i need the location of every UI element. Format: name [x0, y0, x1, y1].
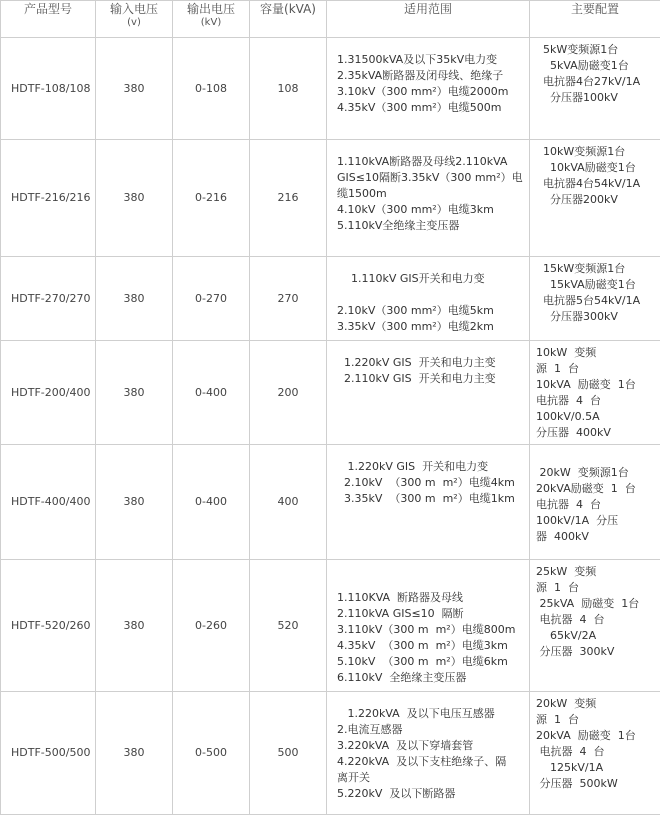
scope-line: 1.110kVA断路器及母线2.110kVA: [337, 154, 525, 170]
table-row: [1, 445, 660, 560]
scope-line: GIS≤10隔断3.35kV（300 mm²）电: [337, 170, 525, 186]
config-line: 5kVA励磁变1台: [536, 58, 656, 74]
scope-line: 2.电流互感器: [337, 722, 525, 738]
capacity-cell: 200: [250, 341, 327, 445]
scope-line: 3.220kVA 及以下穿墙套管: [337, 738, 525, 754]
config-line: 分压器300kV: [536, 309, 656, 325]
table-row: [1, 257, 660, 341]
capacity-cell: 400: [250, 445, 327, 560]
config-line: 分压器 300kV: [536, 644, 656, 660]
scope-cell: [327, 257, 530, 341]
config-line: 源 1 台: [536, 712, 656, 728]
scope-cell: [327, 140, 530, 257]
config-cell: [530, 38, 660, 140]
scope-line: 1.110kV GIS开关和电力变: [337, 271, 525, 287]
output-voltage-cell: 0-216: [173, 140, 250, 257]
config-line: 10kW变频源1台: [536, 144, 656, 160]
scope-line: 5.10kV （300 m m²）电缆6km: [337, 654, 525, 670]
scope-line: [337, 287, 525, 303]
header-config: 主要配置: [530, 1, 660, 38]
config-line: 分压器200kV: [536, 192, 656, 208]
model-cell: HDTF-108/108: [1, 38, 96, 140]
config-line: 100kV/1A 分压: [536, 513, 656, 529]
scope-line: 1.31500kVA及以下35kV电力变: [337, 52, 525, 68]
config-line: 20kW 变频: [536, 696, 656, 712]
table-row: [1, 692, 660, 815]
scope-line: 1.220kV GIS 开关和电力主变: [337, 355, 525, 371]
config-cell: [530, 692, 660, 815]
capacity-cell: 216: [250, 140, 327, 257]
scope-cell: [327, 445, 530, 560]
input-voltage-cell: 380: [96, 257, 173, 341]
input-voltage-cell: 380: [96, 692, 173, 815]
scope-cell: [327, 38, 530, 140]
table-row: [1, 560, 660, 692]
config-line: 电抗器4台27kV/1A: [536, 74, 656, 90]
config-line: 10kVA励磁变1台: [536, 160, 656, 176]
scope-line: 2.10kV （300 m m²）电缆4km: [337, 475, 525, 491]
config-line: 10kW 变频: [536, 345, 656, 361]
model-cell: HDTF-216/216: [1, 140, 96, 257]
config-line: [536, 449, 656, 465]
scope-line: 4.10kV（300 mm²）电缆3km: [337, 202, 525, 218]
input-voltage-cell: 380: [96, 445, 173, 560]
header-capacity: 容量(kVA): [250, 1, 327, 38]
config-line: 20kW 变频源1台: [536, 465, 656, 481]
scope-line: 2.10kV（300 mm²）电缆5km: [337, 303, 525, 319]
scope-line: 5.220kV 及以下断路器: [337, 786, 525, 802]
config-line: 电抗器 4 台: [536, 393, 656, 409]
config-line: 分压器 500kW: [536, 776, 656, 792]
config-line: 25kVA 励磁变 1台: [536, 596, 656, 612]
scope-line: 2.110kV GIS 开关和电力主变: [337, 371, 525, 387]
config-cell: [530, 257, 660, 341]
scope-line: 1.220kV GIS 开关和电力变: [337, 459, 525, 475]
config-line: 5kW变频源1台: [536, 42, 656, 58]
config-cell: [530, 341, 660, 445]
output-voltage-cell: 0-400: [173, 341, 250, 445]
capacity-cell: 270: [250, 257, 327, 341]
output-voltage-cell: 0-260: [173, 560, 250, 692]
scope-line: [337, 574, 525, 590]
config-line: 25kW 变频: [536, 564, 656, 580]
table-row: [1, 38, 660, 140]
output-voltage-cell: 0-108: [173, 38, 250, 140]
table-row: [1, 341, 660, 445]
scope-line: 3.35kV（300 mm²）电缆2km: [337, 319, 525, 335]
config-line: 65kV/2A: [536, 628, 656, 644]
scope-cell: [327, 341, 530, 445]
output-voltage-cell: 0-270: [173, 257, 250, 341]
scope-line: 1.110KVA 断路器及母线: [337, 590, 525, 606]
header-scope: 适用范围: [327, 1, 530, 38]
model-cell: HDTF-200/400: [1, 341, 96, 445]
scope-line: 3.10kV（300 mm²）电缆2000m: [337, 84, 525, 100]
capacity-cell: 520: [250, 560, 327, 692]
scope-line: 缆1500m: [337, 186, 525, 202]
header-model: 产品型号: [1, 1, 96, 38]
config-line: 分压器 400kV: [536, 425, 656, 441]
model-cell: HDTF-400/400: [1, 445, 96, 560]
scope-line: 3.110kV（300 m m²）电缆800m: [337, 622, 525, 638]
config-line: 分压器100kV: [536, 90, 656, 106]
scope-line: 1.220kVA 及以下电压互感器: [337, 706, 525, 722]
input-voltage-cell: 380: [96, 560, 173, 692]
model-cell: HDTF-500/500: [1, 692, 96, 815]
model-cell: HDTF-520/260: [1, 560, 96, 692]
model-cell: HDTF-270/270: [1, 257, 96, 341]
config-line: 电抗器4台54kV/1A: [536, 176, 656, 192]
config-line: 125kV/1A: [536, 760, 656, 776]
config-line: 电抗器5台54kV/1A: [536, 293, 656, 309]
config-cell: [530, 445, 660, 560]
scope-cell: [327, 560, 530, 692]
input-voltage-cell: 380: [96, 140, 173, 257]
config-line: 20kVA励磁变 1 台: [536, 481, 656, 497]
config-line: 电抗器 4 台: [536, 497, 656, 513]
config-cell: [530, 140, 660, 257]
scope-line: 3.35kV （300 m m²）电缆1km: [337, 491, 525, 507]
config-line: 20kVA 励磁变 1台: [536, 728, 656, 744]
config-line: 电抗器 4 台: [536, 744, 656, 760]
config-line: 15kVA励磁变1台: [536, 277, 656, 293]
output-voltage-cell: 0-400: [173, 445, 250, 560]
header-output-voltage: 输出电压 (kV): [173, 1, 250, 38]
config-line: 源 1 台: [536, 580, 656, 596]
input-voltage-cell: 380: [96, 38, 173, 140]
scope-line: 2.35kVA断路器及闭母线、绝缘子: [337, 68, 525, 84]
scope-cell: [327, 692, 530, 815]
input-voltage-cell: 380: [96, 341, 173, 445]
config-cell: [530, 560, 660, 692]
config-line: 10kVA 励磁变 1台: [536, 377, 656, 393]
scope-line: 5.110kV全绝缘主变压器: [337, 218, 525, 234]
output-voltage-cell: 0-500: [173, 692, 250, 815]
scope-line: 2.110kVA GIS≤10 隔断: [337, 606, 525, 622]
config-line: 100kV/0.5A: [536, 409, 656, 425]
capacity-cell: 108: [250, 38, 327, 140]
scope-line: 4.35kV（300 mm²）电缆500m: [337, 100, 525, 116]
config-line: 电抗器 4 台: [536, 612, 656, 628]
table-header-row: [1, 1, 660, 38]
header-input-voltage: 输入电压 (v): [96, 1, 173, 38]
scope-line: 4.35kV （300 m m²）电缆3km: [337, 638, 525, 654]
config-line: 器 400kV: [536, 529, 656, 545]
config-line: 源 1 台: [536, 361, 656, 377]
scope-line: 6.110kV 全绝缘主变压器: [337, 670, 525, 686]
capacity-cell: 500: [250, 692, 327, 815]
scope-line: 4.220kVA 及以下支柱绝缘子、隔: [337, 754, 525, 770]
config-line: 15kW变频源1台: [536, 261, 656, 277]
table-row: [1, 140, 660, 257]
scope-line: 离开关: [337, 770, 525, 786]
